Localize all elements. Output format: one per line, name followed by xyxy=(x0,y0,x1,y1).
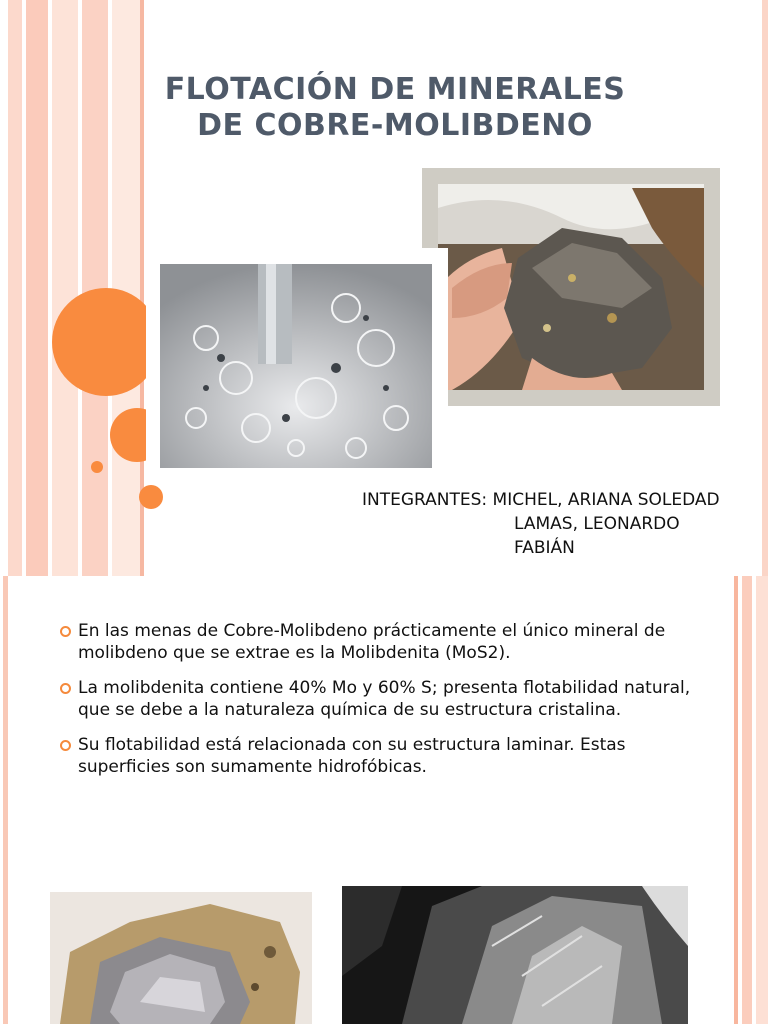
ore-photo-illustration xyxy=(422,168,720,406)
bullet-circle-icon xyxy=(60,626,71,637)
decorative-circle-small xyxy=(139,485,163,509)
decorative-line xyxy=(762,0,768,576)
bullet-circle-icon xyxy=(60,740,71,751)
ore-in-hand-photo xyxy=(422,168,720,406)
micrograph-illustration xyxy=(342,886,688,1024)
decorative-stripes xyxy=(734,576,768,1024)
bullet-circle-icon xyxy=(60,683,71,694)
molybdenite-specimen-photo xyxy=(50,892,312,1024)
bullet-item xyxy=(60,620,700,664)
decorative-stripes xyxy=(8,0,144,576)
bullet-item xyxy=(60,677,700,721)
members-line-2: LAMAS, LEONARDO FABIÁN xyxy=(514,514,680,558)
froth-photo-illustration xyxy=(146,248,448,480)
bullet-text: Su flotabilidad está relacionada con su estructura laminar. Estas superficies son sumamente hidrofóbicas. xyxy=(78,735,626,777)
decorative-line xyxy=(0,576,10,1024)
flotation-froth-photo xyxy=(146,248,448,480)
bullet-text: La molibdenita contiene 40% Mo y 60% S; presenta flotabilidad natural, que se debe a la naturaleza química de su estructura cristalina. xyxy=(78,678,691,720)
bullet-item xyxy=(60,734,700,778)
content-slide xyxy=(0,576,768,1024)
micrograph-photo xyxy=(342,886,688,1024)
slide-title: FLOTACIÓN DE MINERALES DE COBRE-MOLIBDENO xyxy=(164,72,626,143)
decorative-circle-large xyxy=(52,288,160,396)
specimen-illustration xyxy=(50,892,312,1024)
bullet-text: En las menas de Cobre-Molibdeno prácticamente el único mineral de molibdeno que se extrae es la Molibdenita (MoS2). xyxy=(78,621,666,663)
decorative-circle-tiny xyxy=(91,461,103,473)
team-members xyxy=(362,488,742,560)
bullet-list xyxy=(60,620,700,791)
slide-edge xyxy=(0,0,8,576)
members-line-1: INTEGRANTES: MICHEL, ARIANA SOLEDAD xyxy=(362,490,720,510)
